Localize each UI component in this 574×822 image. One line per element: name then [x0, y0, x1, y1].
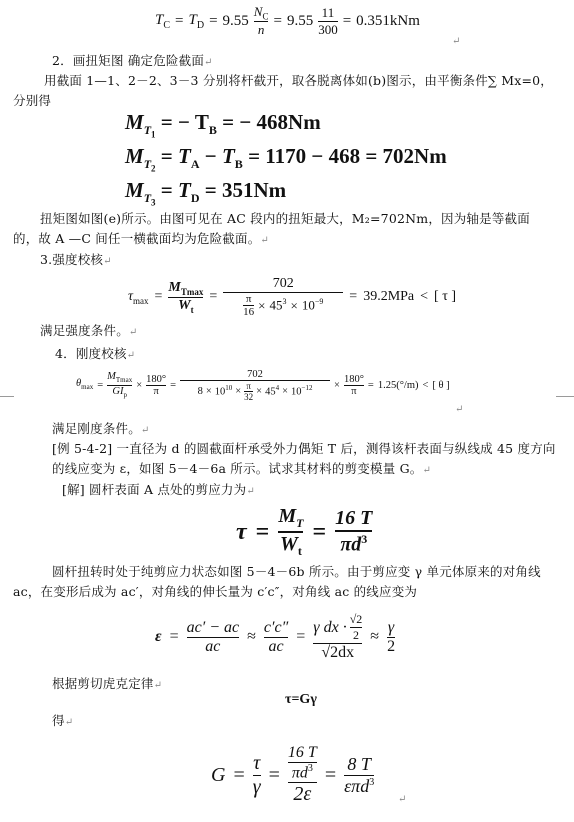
paragraph-cut-line2: 分别得 — [13, 93, 52, 108]
strength-ok-text: 满足强度条件。↵ — [40, 323, 138, 338]
equation-mt1: $M_{T_1}$ = − $T_B$ = − 468Nm — [125, 110, 321, 140]
paragraph-pure-shear-line2: ac，在变形后成为 ac′，对角线的伸长量为 c′c″，对角线 ac 的线应变为 — [13, 584, 418, 599]
equation-hooke: τ=Gγ — [285, 692, 317, 707]
section-3-title: 3.强度校核↵ — [40, 252, 112, 267]
example-line1: [例 5-4-2] 一直径为 d 的圆截面杆承受外力偶矩 T 后，测得该杆表面与纵线成 45 度方向 — [52, 441, 556, 456]
page-break-divider — [0, 392, 574, 402]
paragraph-torque-line1: 扭矩图如图(e)所示。由图可见在 AC 段内的扭矩最大，M₂=702Nm，因为轴是等截面 — [40, 211, 530, 226]
equation-epsilon: ε = $\frac{ac' - ac}{ac}$ ≈ $\frac{c'c''}{ac}$ = γ dx · $\frac{√2}{2}$ √2dx ≈ $\frac{\gamma}{2}$ — [155, 612, 396, 661]
example-line2: 的线应变为 ε，如图 5－4－6a 所示。试求其材料的剪变模量 G。↵ — [52, 461, 432, 476]
equation-theta-max: $\theta_{max}$ = $\frac{M_{Tmax}}{GI_p}$ × $\frac{180^\circ}{\pi}$ = 702 8 × $10^{10}$ × $\frac{\pi}{32}$ × $45^4$ × $10^{-12}$ × $\frac{180^\circ}{\pi}$ = 1.25(°/m) < [ θ ] — [76, 368, 450, 402]
paragraph-mark: ↵ — [455, 404, 464, 415]
equation-tau-max: $\tau_{max}$ = $\frac{M_{Tmax}}{W_t}$ = 702 $\frac{\pi}{16}$ × $45^3$ × $10^{-9}$ = 39.2MPa < [ τ ] — [128, 276, 456, 318]
equation-torque-tc: $T_C$ = $T_D$ = 9.55 $\frac{N_C}{n}$ = 9.55 $\frac{11}{300}$ = 0.351kNm — [155, 3, 420, 38]
paragraph-torque-line2: 的，故 A —C 间任一横截面均为危险截面。↵ — [13, 231, 270, 246]
paragraph-pure-shear-line1: 圆杆扭转时处于纯剪应力状态如图 5－4－6b 所示。由于剪应变 γ 单元体原来的对角线 — [52, 564, 541, 579]
equation-mt3: $M_{T_3} = T_D = 351Nm$ — [125, 178, 287, 208]
equation-tau-surface: τ = $\frac{M_T}{W_t}$ = $\frac{16 T}{\pi d^3}$ — [236, 505, 373, 558]
solution-line: [解] 圆杆表面 A 点处的剪应力为↵ — [62, 482, 255, 497]
equation-mt2: $M_{T_2} = T_A - T_B = 1170 - 468 = 702Nm$ — [125, 144, 447, 174]
hooke-law-text: 根据剪切虎克定律↵ — [52, 676, 163, 691]
equation-shear-modulus: G = $\frac{\tau}{\gamma}$ = $\frac{\frac{16 T}{\pi d^3}}{2\varepsilon}$ = $\frac{8 T}{\varepsilon\pi d^3}$ — [211, 743, 375, 806]
de-text: 得↵ — [52, 713, 74, 728]
paragraph-mark: ↵ — [452, 36, 461, 47]
rigidity-ok-text: 满足刚度条件。↵ — [52, 421, 150, 436]
section-4-title: 4．刚度校核↵ — [55, 346, 136, 361]
section-2-title: 2．画扭矩图 确定危险截面↵ — [52, 53, 213, 68]
paragraph-mark: ↵ — [398, 794, 407, 805]
paragraph-cut-line1: 用截面 1—1、2－2、3－3 分别将杆截开，取各脱离体如(b)图示，由平衡条件∑ Mx=0， — [44, 73, 553, 88]
